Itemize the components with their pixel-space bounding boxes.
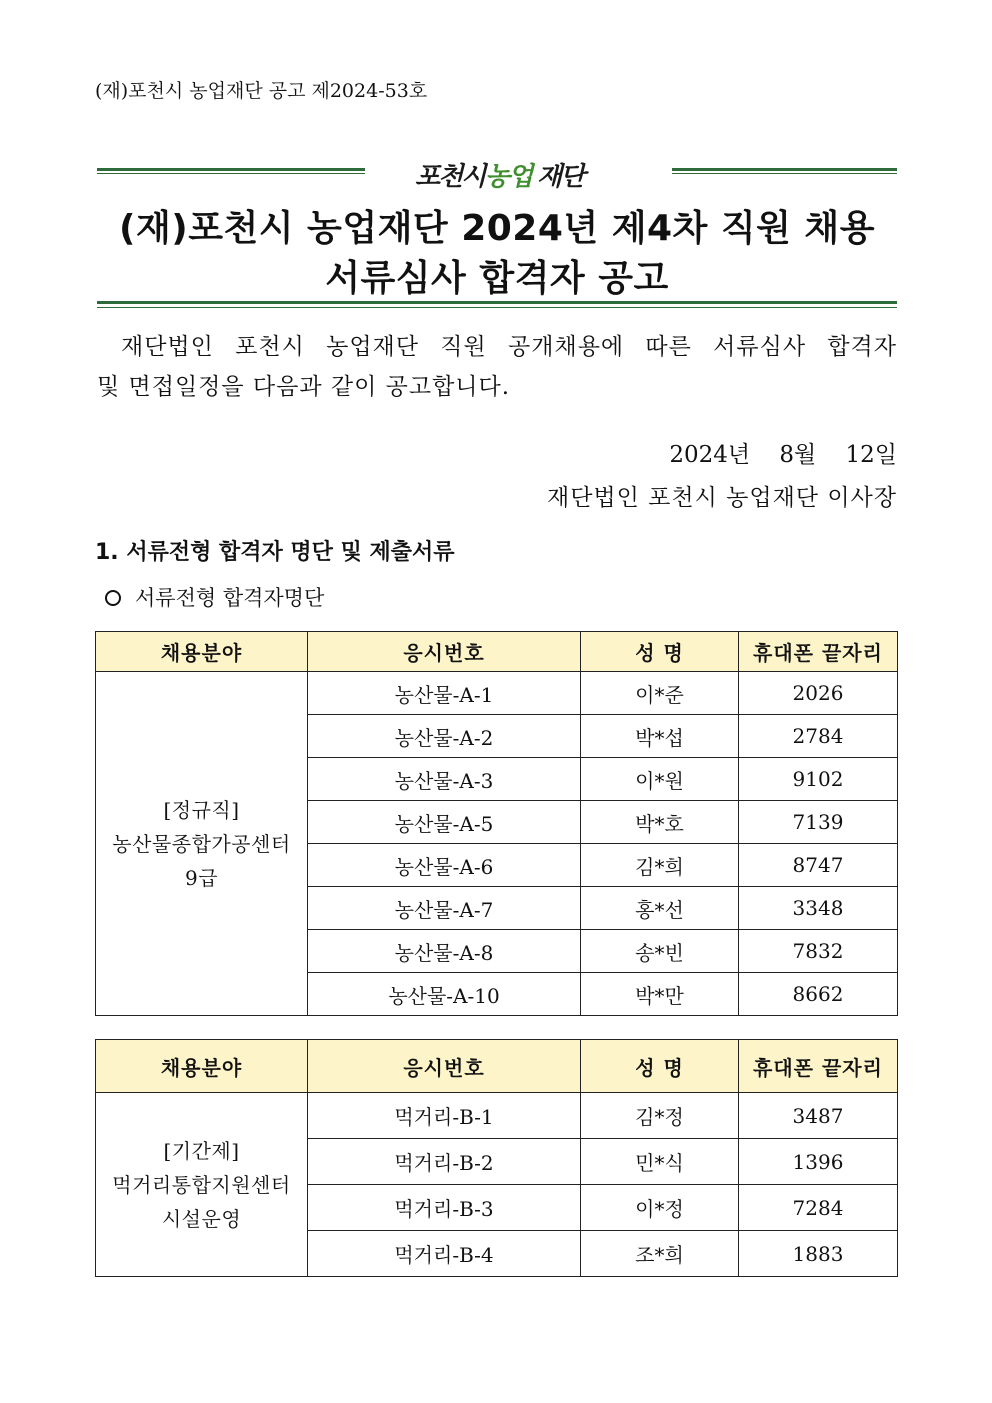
results-table-regular (95, 631, 898, 1016)
applicant-name: 민*식 (581, 1139, 739, 1185)
header-phone: 휴대폰 끝자리 (739, 632, 898, 672)
category-center: 농산물종합가공센터 (112, 831, 291, 856)
header-name: 성 명 (581, 632, 739, 672)
phone-suffix: 7284 (739, 1185, 898, 1231)
phone-suffix: 2026 (739, 672, 898, 715)
applicant-name: 이*원 (581, 758, 739, 801)
applicant-number: 농산물-A-3 (308, 758, 581, 801)
applicant-number: 먹거리-B-2 (308, 1139, 581, 1185)
divider-line (97, 168, 365, 174)
date-day: 12일 (845, 442, 897, 468)
category-grade: 9급 (184, 865, 219, 890)
bullet-text: 서류전형 합격자명단 (135, 586, 325, 610)
applicant-number: 농산물-A-6 (308, 844, 581, 887)
applicant-name: 송*빈 (581, 930, 739, 973)
results-table-contract (95, 1039, 898, 1277)
applicant-number: 농산물-A-7 (308, 887, 581, 930)
title-divider (97, 301, 897, 308)
table-header-row (96, 632, 898, 672)
category-cell (96, 672, 308, 1016)
phone-suffix: 1396 (739, 1139, 898, 1185)
applicant-name: 박*만 (581, 973, 739, 1016)
table-row (96, 1093, 898, 1139)
header-number: 응시번호 (308, 632, 581, 672)
logo-text-foundation: 재단 (537, 162, 584, 192)
header-phone: 휴대폰 끝자리 (739, 1040, 898, 1093)
category-type: [정규직] (163, 797, 240, 822)
phone-suffix: 7832 (739, 930, 898, 973)
logo-text-city: 포천시 (415, 162, 485, 192)
applicant-number: 농산물-A-10 (308, 973, 581, 1016)
header-name: 성 명 (581, 1040, 739, 1093)
category-type: [기간제] (163, 1138, 240, 1163)
applicant-name: 이*정 (581, 1185, 739, 1231)
phone-suffix: 1883 (739, 1231, 898, 1277)
intro-line2: 및 면접일정을 다음과 같이 공고합니다. (97, 374, 511, 400)
category-cell (96, 1093, 308, 1277)
header-field: 채용분야 (96, 632, 308, 672)
divider-line (672, 168, 897, 174)
header-number: 응시번호 (308, 1040, 581, 1093)
applicant-number: 먹거리-B-1 (308, 1093, 581, 1139)
bullet-item (105, 582, 324, 612)
phone-suffix: 8747 (739, 844, 898, 887)
table-header-row (96, 1040, 898, 1093)
applicant-name: 박*섭 (581, 715, 739, 758)
header-logo-row (97, 152, 897, 192)
applicant-number: 먹거리-B-3 (308, 1185, 581, 1231)
applicant-number: 농산물-A-8 (308, 930, 581, 973)
section-title: 1. 서류전형 합격자 명단 및 제출서류 (95, 540, 455, 565)
applicant-name: 이*준 (581, 672, 739, 715)
applicant-number: 농산물-A-2 (308, 715, 581, 758)
foundation-logo (415, 152, 595, 192)
page-title-line1: (재)포천시 농업재단 2024년 제4차 직원 채용 (119, 208, 875, 249)
header-field: 채용분야 (96, 1040, 308, 1093)
date-year: 2024년 (669, 442, 751, 468)
page-title-line2: 서류심사 합격자 공고 (325, 258, 669, 299)
date-month: 8월 (779, 442, 817, 468)
intro-line1: 재단법인 포천시 농업재단 직원 공개채용에 따른 서류심사 합격자 (121, 334, 897, 360)
phone-suffix: 9102 (739, 758, 898, 801)
circle-bullet-icon (105, 590, 121, 606)
logo-text-agri: 농업 (485, 162, 532, 192)
applicant-number: 농산물-A-5 (308, 801, 581, 844)
phone-suffix: 7139 (739, 801, 898, 844)
category-center: 먹거리통합지원센터 (112, 1172, 291, 1197)
applicant-name: 박*호 (581, 801, 739, 844)
phone-suffix: 8662 (739, 973, 898, 1016)
announcement-date (669, 436, 897, 469)
applicant-name: 홍*선 (581, 887, 739, 930)
category-role: 시설운영 (161, 1206, 242, 1231)
notice-number: (재)포천시 농업재단 공고 제2024-53호 (95, 80, 428, 102)
applicant-name: 김*정 (581, 1093, 739, 1139)
signer: 재단법인 포천시 농업재단 이사장 (547, 485, 897, 511)
applicant-number: 먹거리-B-4 (308, 1231, 581, 1277)
phone-suffix: 3348 (739, 887, 898, 930)
phone-suffix: 3487 (739, 1093, 898, 1139)
phone-suffix: 2784 (739, 715, 898, 758)
applicant-number: 농산물-A-1 (308, 672, 581, 715)
applicant-name: 김*희 (581, 844, 739, 887)
applicant-name: 조*희 (581, 1231, 739, 1277)
table-row (96, 672, 898, 715)
